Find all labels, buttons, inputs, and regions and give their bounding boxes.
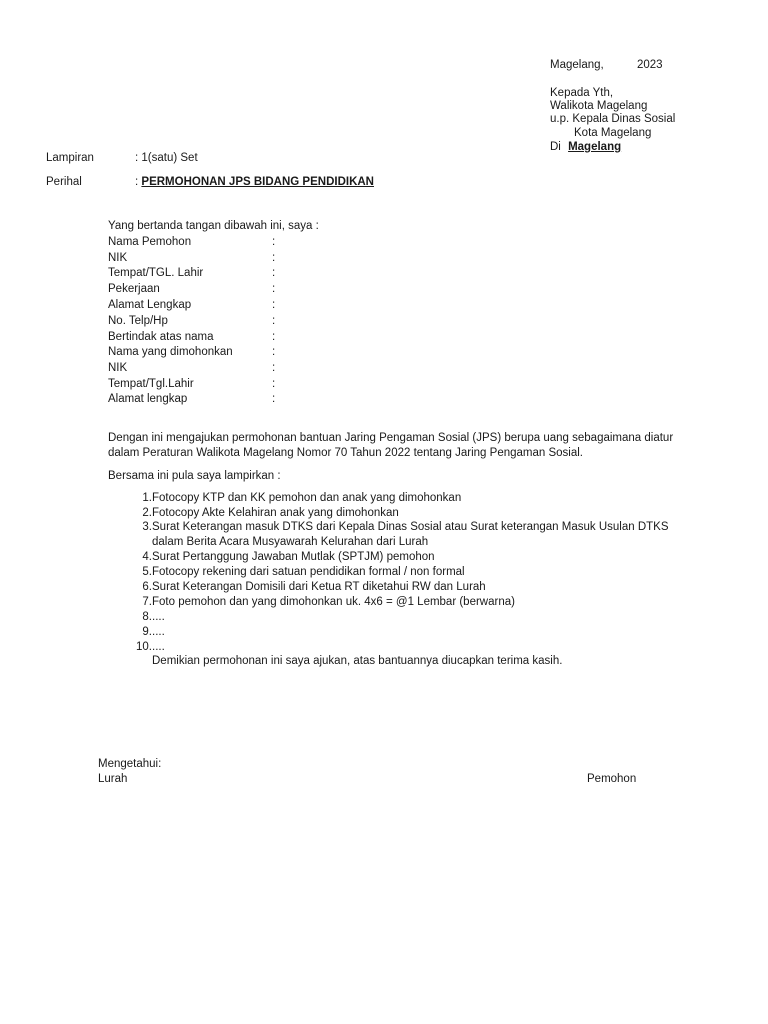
recipient-line-3: Kota Magelang [574, 127, 652, 139]
list-number: 8. [142, 611, 152, 623]
perihal [135, 175, 374, 190]
list-text: Surat Keterangan masuk DTKS dari Kepala Dinas Sosial atau Surat keterangan Masuk Usulan DTKS [152, 521, 669, 533]
field-label: Tempat/Tgl.Lahir [108, 378, 194, 390]
list-number: 7. [142, 596, 152, 608]
field-colon: : [272, 331, 276, 343]
year: 2023 [637, 59, 663, 71]
field-label: NIK [108, 252, 128, 264]
field-colon: : [272, 236, 276, 248]
list-text: Foto pemohon dan yang dimohonkan uk. 4x6 = @1 Lembar (berwarna) [152, 596, 515, 608]
form-row [108, 314, 275, 329]
field-colon: : [272, 393, 276, 405]
perihal-label: Perihal [46, 176, 82, 188]
form-row [108, 345, 275, 360]
lampiran-label: Lampiran [46, 152, 94, 164]
intro-text: Yang bertanda tangan dibawah ini, saya : [108, 220, 319, 232]
perihal-colon: : [135, 176, 139, 188]
list-text: Surat Pertanggung Jawaban Mutlak (SPTJM) pemohon [152, 551, 435, 563]
field-colon: : [272, 362, 276, 374]
pemohon-label: Pemohon [587, 773, 637, 785]
list-number: 1. [142, 492, 152, 504]
field-colon: : [272, 378, 276, 390]
field-label: Nama Pemohon [108, 236, 192, 248]
list-text: .... [152, 626, 165, 638]
recipient-place [550, 140, 621, 155]
recipient-line-2: u.p. Kepala Dinas Sosial [550, 113, 676, 125]
list-text: Fotocopy KTP dan KK pemohon dan anak yang dimohonkan [152, 492, 462, 504]
list-number: 3. [142, 521, 152, 533]
paragraph-1-line-1: Dengan ini mengajukan permohonan bantuan Jaring Pengaman Sosial (JPS) berupa uang sebagaimana diatur [108, 432, 674, 444]
field-label: Tempat/TGL. Lahir [108, 267, 204, 279]
di-label: Di [550, 141, 561, 153]
list-text-continued: dalam Berita Acara Musyawarah Kelurahan dari Lurah [152, 536, 429, 548]
field-label: Alamat lengkap [108, 393, 188, 405]
paragraph-2: Bersama ini pula saya lampirkan : [108, 470, 281, 482]
form-row [108, 266, 275, 281]
closing-text: Demikian permohonan ini saya ajukan, atas bantuannya diucapkan terima kasih. [152, 655, 563, 667]
list-item [130, 625, 165, 640]
recipient-line-1: Walikota Magelang [550, 100, 648, 112]
list-number: 2. [142, 507, 152, 519]
place-date [550, 58, 604, 73]
form-row [108, 282, 275, 297]
place: Magelang, [550, 59, 604, 71]
list-item [130, 491, 462, 506]
form-row [108, 330, 275, 345]
field-colon: : [272, 346, 276, 358]
list-number: 9. [142, 626, 152, 638]
list-text: Surat Keterangan Domisili dari Ketua RT diketahui RW dan Lurah [152, 581, 486, 593]
list-number: 5. [142, 566, 152, 578]
field-label: NIK [108, 362, 128, 374]
field-label: Pekerjaan [108, 283, 160, 295]
list-item [130, 550, 435, 565]
field-label: Alamat Lengkap [108, 299, 192, 311]
list-item [130, 565, 465, 580]
lampiran-value: : 1(satu) Set [135, 152, 198, 164]
form-row [108, 235, 275, 250]
form-row [108, 298, 275, 313]
list-text: .... [152, 611, 165, 623]
list-text: .... [152, 641, 165, 653]
list-number: 6. [142, 581, 152, 593]
form-row [108, 377, 275, 392]
form-row [108, 361, 275, 376]
mengetahui-label: Mengetahui: [98, 758, 162, 770]
list-number: 10. [136, 641, 152, 653]
salutation: Kepada Yth, [550, 87, 614, 99]
lurah-label: Lurah [98, 773, 128, 785]
list-item [130, 506, 399, 521]
field-colon: : [272, 299, 276, 311]
di-place: Magelang [568, 141, 622, 153]
form-row [108, 392, 275, 407]
field-label: Bertindak atas nama [108, 331, 214, 343]
list-item [130, 580, 486, 595]
field-colon: : [272, 315, 276, 327]
list-item [130, 595, 515, 610]
field-colon: : [272, 283, 276, 295]
list-item [130, 640, 165, 655]
perihal-value: PERMOHONAN JPS BIDANG PENDIDIKAN [141, 176, 374, 188]
form-row [108, 251, 275, 266]
field-colon: : [272, 267, 276, 279]
paragraph-1-line-2: dalam Peraturan Walikota Magelang Nomor 70 Tahun 2022 tentang Jaring Pengaman Sosial. [108, 447, 583, 459]
list-item [130, 520, 669, 548]
list-item [130, 610, 165, 625]
field-colon: : [272, 252, 276, 264]
list-text: Fotocopy Akte Kelahiran anak yang dimohonkan [152, 507, 399, 519]
list-text: Fotocopy rekening dari satuan pendidikan formal / non formal [152, 566, 465, 578]
field-label: No. Telp/Hp [108, 315, 168, 327]
list-number: 4. [142, 551, 152, 563]
field-label: Nama yang dimohonkan [108, 346, 233, 358]
